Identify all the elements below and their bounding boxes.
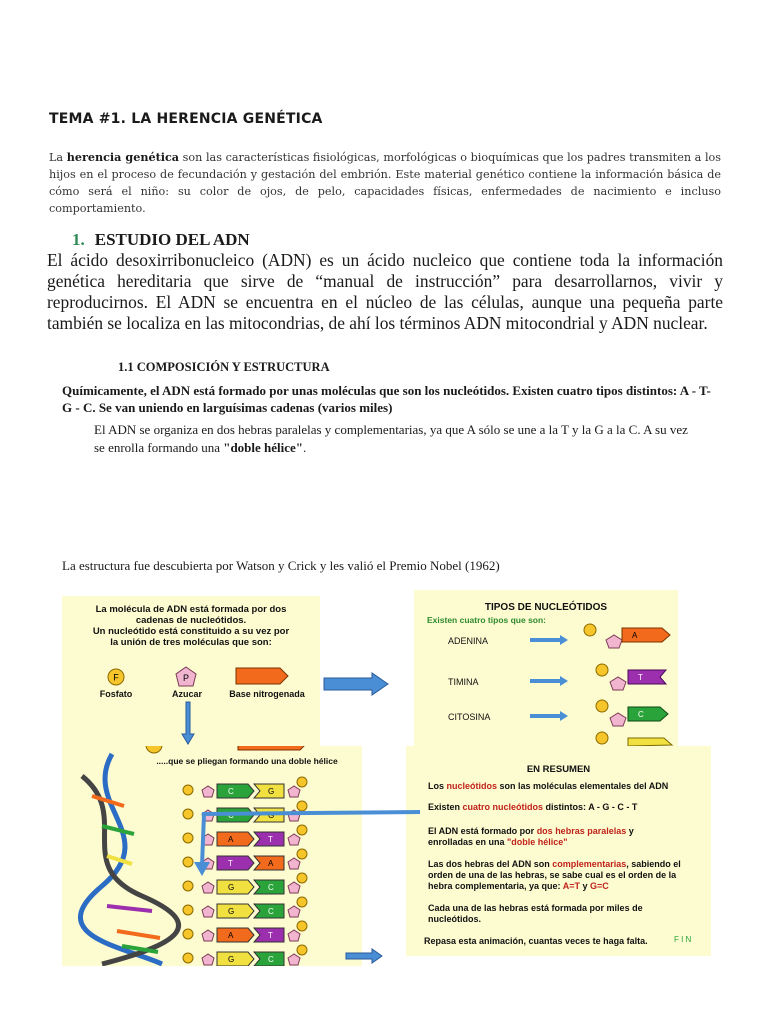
resumen-point-5: Cada una de las hebras está formada por miles de nucleótidos. (428, 903, 643, 924)
base-right-letter: A (268, 859, 274, 868)
phosphate-icon (297, 897, 307, 907)
fin-label: F I N (674, 935, 692, 944)
resumen-point-6: Repasa esta animación, cuantas veces te haga falta. (424, 936, 648, 946)
phosphate-icon (183, 953, 193, 963)
section-title: ESTUDIO DEL ADN (94, 230, 250, 249)
arrow-down-1 (180, 700, 196, 746)
svg-text:T: T (638, 673, 643, 682)
base-left (217, 784, 254, 798)
phosphate-icon (297, 777, 307, 787)
sugar-icon (202, 954, 214, 965)
sugar-icon (288, 930, 300, 941)
panel-doble-helice: .....que se pliegan formando una doble hélice C G C G A T T A G C G C A T G C (62, 746, 362, 966)
sugar-icon (288, 786, 300, 797)
sugar-icon (288, 882, 300, 893)
section-number: 1. (72, 230, 85, 249)
base-right-letter: C (268, 955, 274, 964)
phosphate-icon (297, 921, 307, 931)
resumen-point-4: Las dos hebras del ADN son complementarias, sabiendo el orden de una de las hebras, se sabe cual es el orden de la hebra complementaria, ya que: A=T y G=C (428, 859, 681, 891)
section-heading (72, 230, 250, 250)
watson-crick-paragraph: La estructura fue descubierta por Watson y Crick y les valió el Premio Nobel (1962) (62, 558, 500, 573)
resumen-point-1: Los nucleótidos son las moléculas elementales del ADN (428, 781, 669, 791)
svg-text:A: A (632, 631, 638, 640)
base-right-letter: T (268, 931, 273, 940)
base-left-letter: T (228, 859, 233, 868)
base-left-letter: A (228, 931, 234, 940)
svg-text:F: F (113, 672, 119, 683)
base-right-letter: C (268, 907, 274, 916)
base-left (217, 904, 254, 918)
resumen-point-2: Existen cuatro nucleótidos distintos: A - G - C - T (428, 802, 638, 812)
base-left-letter: G (228, 907, 235, 916)
base-right-letter: C (268, 883, 274, 892)
sugar-icon (202, 786, 214, 797)
sugar-icon (288, 906, 300, 917)
adn-paragraph: El ácido desoxirribonucleico (ADN) es un ácido nucleico que contiene toda la información genética hereditaria que sirve de “manual de instrucción” para desarrollarnos, vivir y reproducirnos. El ADN se encuentra en el núcleo de las células, aunque una pequeña parte también se localiza en las mitocondrias, de ahí los términos ADN mitocondrial y ADN nuclear. (47, 250, 723, 333)
intro-bold-term: herencia genética (66, 150, 180, 164)
sugar-icon (202, 930, 214, 941)
sugar-icon (202, 906, 214, 917)
sugar-icon (202, 882, 214, 893)
connector-arrow (180, 800, 440, 880)
phosphate-icon (183, 785, 193, 795)
base-right-letter: T (268, 835, 273, 844)
intro-paragraph: La herencia genética son las características fisiológicas, morfológicas o bioquímicas que los padres transmiten a los hijos en el proceso de fecundación y gestación del embrión. Este material genético contiene la información básica de cómo será el niño: su color de ojos, de pelo, capacidades físicas, enfermedades de nacimiento e incluso comportamiento. (49, 150, 722, 215)
panel-tipos-nucleotidos: TIPOS DE NUCLEÓTIDOS Existen cuatro tipos que son: ADENINA TIMINA CITOSINA A T C (414, 590, 678, 746)
svg-text:P: P (182, 673, 190, 683)
svg-text:C: C (638, 710, 644, 719)
panel-resumen: EN RESUMEN Los nucleótidos son las moléculas elementales del ADN Existen cuatro nucleótidos distintos: A - G - C - T El ADN está formado por dos hebras paralelas y enrolladas en una "doble hélice" Las dos hebras del ADN son complementarias, sabiendo el orden de una de las hebras, se sabe cual es el orden de la hebra complementaria, ya que: A=T y G=C Cada una de las hebras está formada por miles de nucleótidos. Repasa esta animación, cuantas veces te haga falta. F I N (406, 746, 711, 956)
nucleotide-types-illustration (414, 590, 678, 746)
base-right-letter: G (268, 787, 275, 796)
base-left (217, 880, 254, 894)
base-left-letter: G (228, 955, 235, 964)
base-left-letter: G (228, 883, 235, 892)
helix-paragraph: El ADN se organiza en dos hebras paralelas y complementarias, ya que A sólo se une a la T y la G a la C. A su vez se enrolla formando una "doble hélice". (94, 422, 688, 455)
subsection-heading: 1.1 COMPOSICIÓN Y ESTRUCTURA (118, 360, 330, 374)
page-title: TEMA #1. LA HERENCIA GENÉTICA (49, 111, 323, 127)
base-left-letter: C (228, 811, 234, 820)
phosphate-icon (183, 905, 193, 915)
base-nitrogenada-icon (236, 668, 288, 684)
base-left-letter: A (228, 835, 234, 844)
phosphate-icon (183, 881, 193, 891)
sugar-icon (288, 954, 300, 965)
base-left (217, 952, 254, 966)
resumen-point-3: El ADN está formado por dos hebras paralelas y enrolladas en una "doble hélice" (428, 826, 634, 847)
base-right-letter: G (268, 811, 275, 820)
doble-helice-term: "doble hélice" (223, 440, 304, 455)
base-left-letter: C (228, 787, 234, 796)
chemistry-paragraph: Químicamente, el ADN está formado por unas moléculas que son los nucleótidos. Existen cuatro tipos distintos: A - T- G - C. Se van uniendo en larguísimas cadenas (varios miles) (62, 383, 711, 415)
arrow-right-2 (344, 948, 384, 964)
arrow-right-1 (322, 672, 390, 696)
base-left (217, 928, 254, 942)
phosphate-icon (183, 929, 193, 939)
panel-molecula: La molécula de ADN está formada por dos cadenas de nucleótidos. Un nucleótido está constituido a su vez por la unión de tres moléculas que son: F P Fosfato Azucar Base nitrogenada (62, 596, 320, 746)
phosphate-icon (297, 945, 307, 955)
